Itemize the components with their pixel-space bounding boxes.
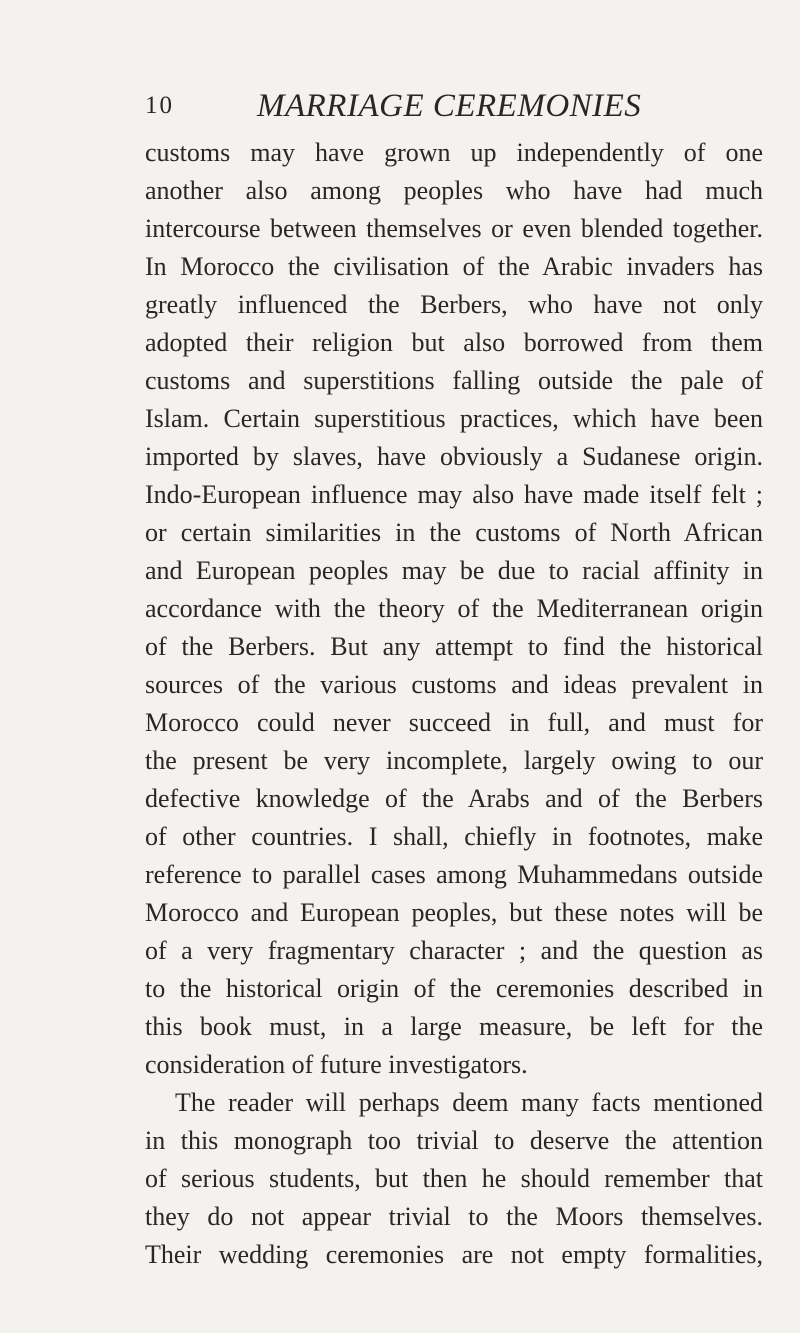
text-line: imported by slaves, have obviously a Sudanese origin. — [145, 442, 763, 471]
text-line: customs and superstitions falling outside the pale of — [145, 366, 763, 395]
text-line: consideration of future investigators. — [145, 1050, 528, 1079]
text-line: Islam. Certain superstitious practices, which have been — [145, 404, 763, 433]
text-line: adopted their religion but also borrowed from them — [145, 328, 763, 357]
text-line: of a very fragmentary character ; and the question as — [145, 936, 763, 965]
text-line: defective knowledge of the Arabs and of the Berbers — [145, 784, 763, 813]
text-line: of other countries. I shall, chiefly in footnotes, make — [145, 822, 763, 851]
text-line: customs may have grown up independently of one — [145, 138, 763, 167]
body-text — [145, 134, 763, 1274]
text-line: Their wedding ceremonies are not empty formalities, — [145, 1240, 763, 1269]
text-line: greatly influenced the Berbers, who have not only — [145, 290, 763, 319]
text-line: In Morocco the civilisation of the Arabic invaders has — [145, 252, 763, 281]
text-line: and European peoples may be due to racial affinity in — [145, 556, 763, 585]
text-line: reference to parallel cases among Muhammedans outside — [145, 860, 763, 889]
text-line: they do not appear trivial to the Moors themselves. — [145, 1202, 763, 1231]
text-line: the present be very incomplete, largely owing to our — [145, 746, 763, 775]
text-line: sources of the various customs and ideas prevalent in — [145, 670, 763, 699]
page-number: 10 — [145, 92, 174, 119]
page-header — [145, 88, 745, 132]
text-line: of serious students, but then he should remember that — [145, 1164, 763, 1193]
text-line: Indo-European influence may also have made itself felt ; — [145, 480, 763, 509]
text-line: another also among peoples who have had much — [145, 176, 763, 205]
text-line: in this monograph too trivial to deserve the attention — [145, 1126, 763, 1155]
text-line: this book must, in a large measure, be left for the — [145, 1012, 763, 1041]
text-line: accordance with the theory of the Mediterranean origin — [145, 594, 763, 623]
text-line: of the Berbers. But any attempt to find the historical — [145, 632, 763, 661]
text-line: The reader will perhaps deem many facts mentioned — [175, 1088, 763, 1117]
text-line: intercourse between themselves or even blended together. — [145, 214, 763, 243]
running-title: MARRIAGE CEREMONIES — [257, 88, 642, 124]
text-line: Morocco and European peoples, but these notes will be — [145, 898, 763, 927]
text-line: Morocco could never succeed in full, and must for — [145, 708, 763, 737]
text-line: or certain similarities in the customs of North African — [145, 518, 763, 547]
text-line: to the historical origin of the ceremonies described in — [145, 974, 763, 1003]
